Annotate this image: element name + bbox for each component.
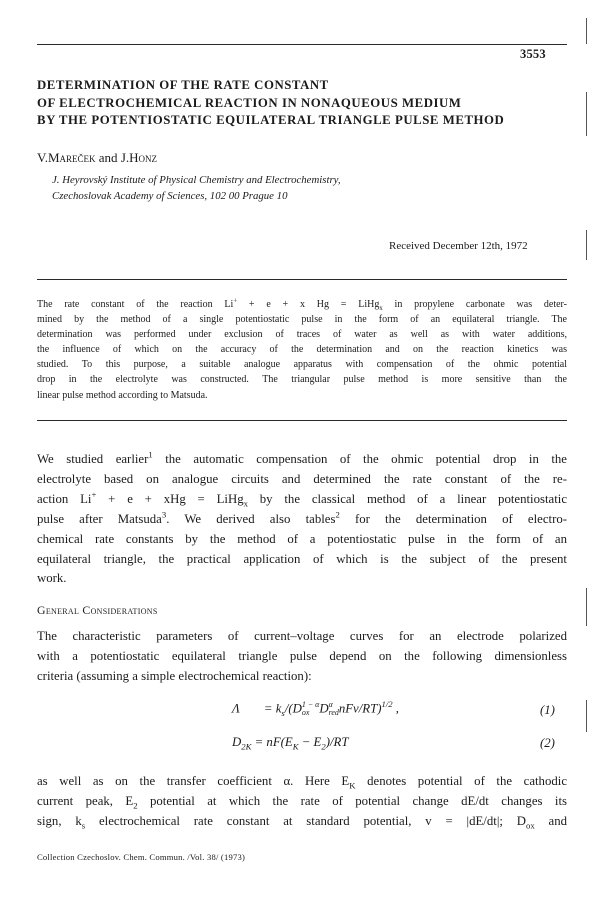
author-surname: Mareček <box>47 150 96 165</box>
margin-mark <box>586 230 587 260</box>
body-line <box>37 792 567 812</box>
abstract-line: determination was performed under exclusion of traces of water as well as with water additions, <box>37 329 567 341</box>
eq-part: − E <box>298 735 322 749</box>
authors <box>37 150 157 166</box>
eq-part: = k <box>263 701 282 716</box>
text: potential at which the rate of potential change dE/dt changes its <box>137 793 567 808</box>
eq-part: nFv/RT) <box>338 701 382 716</box>
section-heading: General Considerations <box>37 603 158 617</box>
equation-2 <box>232 735 348 750</box>
abstract-line <box>37 297 567 312</box>
continuation-paragraph <box>37 772 567 831</box>
abstract <box>37 297 567 403</box>
text: for the determination of electro- <box>339 511 568 526</box>
section-paragraph <box>37 627 567 686</box>
reference-mark: 2 <box>335 509 340 520</box>
subscript: ox <box>526 820 535 831</box>
text: The rate constant of the reaction Li <box>37 299 234 310</box>
equation-number: (1) <box>540 703 555 717</box>
equation-1 <box>232 701 399 718</box>
margin-mark <box>586 588 587 626</box>
received-date: Received December 12th, 1972 <box>389 240 528 252</box>
authors-and: and <box>98 150 118 165</box>
body-line <box>37 510 567 530</box>
margin-mark <box>586 700 587 732</box>
top-rule <box>37 44 567 45</box>
superscript: 1 − α <box>301 700 320 709</box>
subscript: s <box>281 707 285 718</box>
superscript: 1/2 <box>381 699 393 709</box>
text: denotes potential of the cathodic <box>355 774 567 788</box>
subscript: red <box>328 708 339 718</box>
abstract-top-rule <box>37 279 567 280</box>
text: + e + x Hg = LiHg <box>237 299 380 310</box>
superscript: + <box>91 489 97 500</box>
affiliation-line: J. Heyrovský Institute of Physical Chemistry and Electrochemistry, <box>52 174 341 186</box>
subscript: x <box>243 498 248 509</box>
eq-part: )/RT <box>325 735 349 749</box>
text: current peak, E <box>37 793 134 808</box>
margin-mark <box>586 92 587 136</box>
body-line: electrolyte based on analogue circuits and determined the rate constant of the re- <box>37 471 567 486</box>
eq-lhs: Λ <box>232 701 240 716</box>
eq-part: /(D <box>284 701 302 716</box>
text: action Li <box>37 491 92 506</box>
author-initial: V. <box>37 150 48 165</box>
abstract-line: studied. To this purpose, a suitable analogue apparatus with compensation of the ohmic potential <box>37 359 567 371</box>
body-line <box>37 450 567 470</box>
affiliation <box>52 172 341 204</box>
author-surname: Honz <box>129 150 158 165</box>
reference-mark: 1 <box>148 449 153 460</box>
text: . We derived also tables <box>166 511 336 526</box>
text: We studied earlier <box>37 452 149 466</box>
subscript: 2 <box>133 800 138 811</box>
author-initial: J. <box>120 150 130 165</box>
text: as well as on the transfer coefficient α. Here E <box>37 774 350 788</box>
body-line <box>37 490 567 510</box>
body-line: chemical rate constants by the method of a potentiostatic pulse in the form of an <box>37 531 567 546</box>
eq-part: = nF(E <box>251 735 293 749</box>
page-number: 3553 <box>520 47 546 61</box>
text: sign, k <box>37 813 82 828</box>
body-line: with a potentiostatic equilateral triangle pulse depend on the following dimensionless <box>37 648 567 663</box>
body-line: equilateral triangle, the practical application of which is the subject of the present <box>37 551 567 566</box>
reference-mark: 3 <box>161 509 167 520</box>
title-line: OF ELECTROCHEMICAL REACTION IN NONAQUEOUS MEDIUM <box>37 95 462 110</box>
abstract-line: mined by the method of a single potentiostatic pulse in the form of an equilateral triangle. The <box>37 314 567 326</box>
abstract-line: drop in the electrolyte was constructed. The triangular pulse method is more sensitive than the <box>37 374 567 386</box>
text: the automatic compensation of the ohmic potential drop in the <box>152 452 567 466</box>
subscript: 2 <box>321 741 326 752</box>
body-line <box>37 812 567 832</box>
margin-mark <box>586 18 587 44</box>
subscript: K <box>349 780 356 791</box>
subscript: x <box>379 305 383 312</box>
affiliation-line: Czechoslovak Academy of Sciences, 102 00 Prague 10 <box>52 190 288 202</box>
intro-paragraph <box>37 450 567 589</box>
text: and <box>534 813 567 828</box>
abstract-line: linear pulse method according to Matsuda. <box>37 389 208 401</box>
body-line <box>37 772 567 792</box>
journal-footer: Collection Czechoslov. Chem. Commun. /Vol. 38/ (1973) <box>37 852 246 862</box>
title-line: BY THE POTENTIOSTATIC EQUILATERAL TRIANGLE PULSE METHOD <box>37 113 505 127</box>
subscript: 2K <box>241 741 252 752</box>
eq-part: D <box>319 701 329 716</box>
body-line: work. <box>37 571 67 586</box>
superscript: α <box>328 700 333 709</box>
body-line: criteria (assuming a simple electrochemical reaction): <box>37 668 312 683</box>
paper-title <box>37 77 567 130</box>
subscript: K <box>292 741 299 752</box>
text: pulse after Matsuda <box>37 511 162 526</box>
text: electrochemical rate constant at standard potential, v = |dE/dt|; D <box>85 813 526 828</box>
body-line: The characteristic parameters of current–voltage curves for an electrode polarized <box>37 629 567 643</box>
abstract-line: the influence of which on the accuracy of the determination and on the reaction kinetics was <box>37 344 567 356</box>
text: by the classical method of a linear potentiostatic <box>247 491 568 506</box>
text: in propylene carbonate was deter- <box>382 299 568 310</box>
subscript: s <box>81 820 86 831</box>
text: + e + xHg = LiHg <box>96 491 244 506</box>
equation-number: (2) <box>540 736 555 750</box>
eq-part: D <box>232 735 242 749</box>
title-line: DETERMINATION OF THE RATE CONSTANT <box>37 78 329 92</box>
eq-part: , <box>392 701 400 716</box>
superscript: + <box>233 297 238 305</box>
subscript: ox <box>301 708 310 718</box>
abstract-bottom-rule <box>37 420 567 421</box>
